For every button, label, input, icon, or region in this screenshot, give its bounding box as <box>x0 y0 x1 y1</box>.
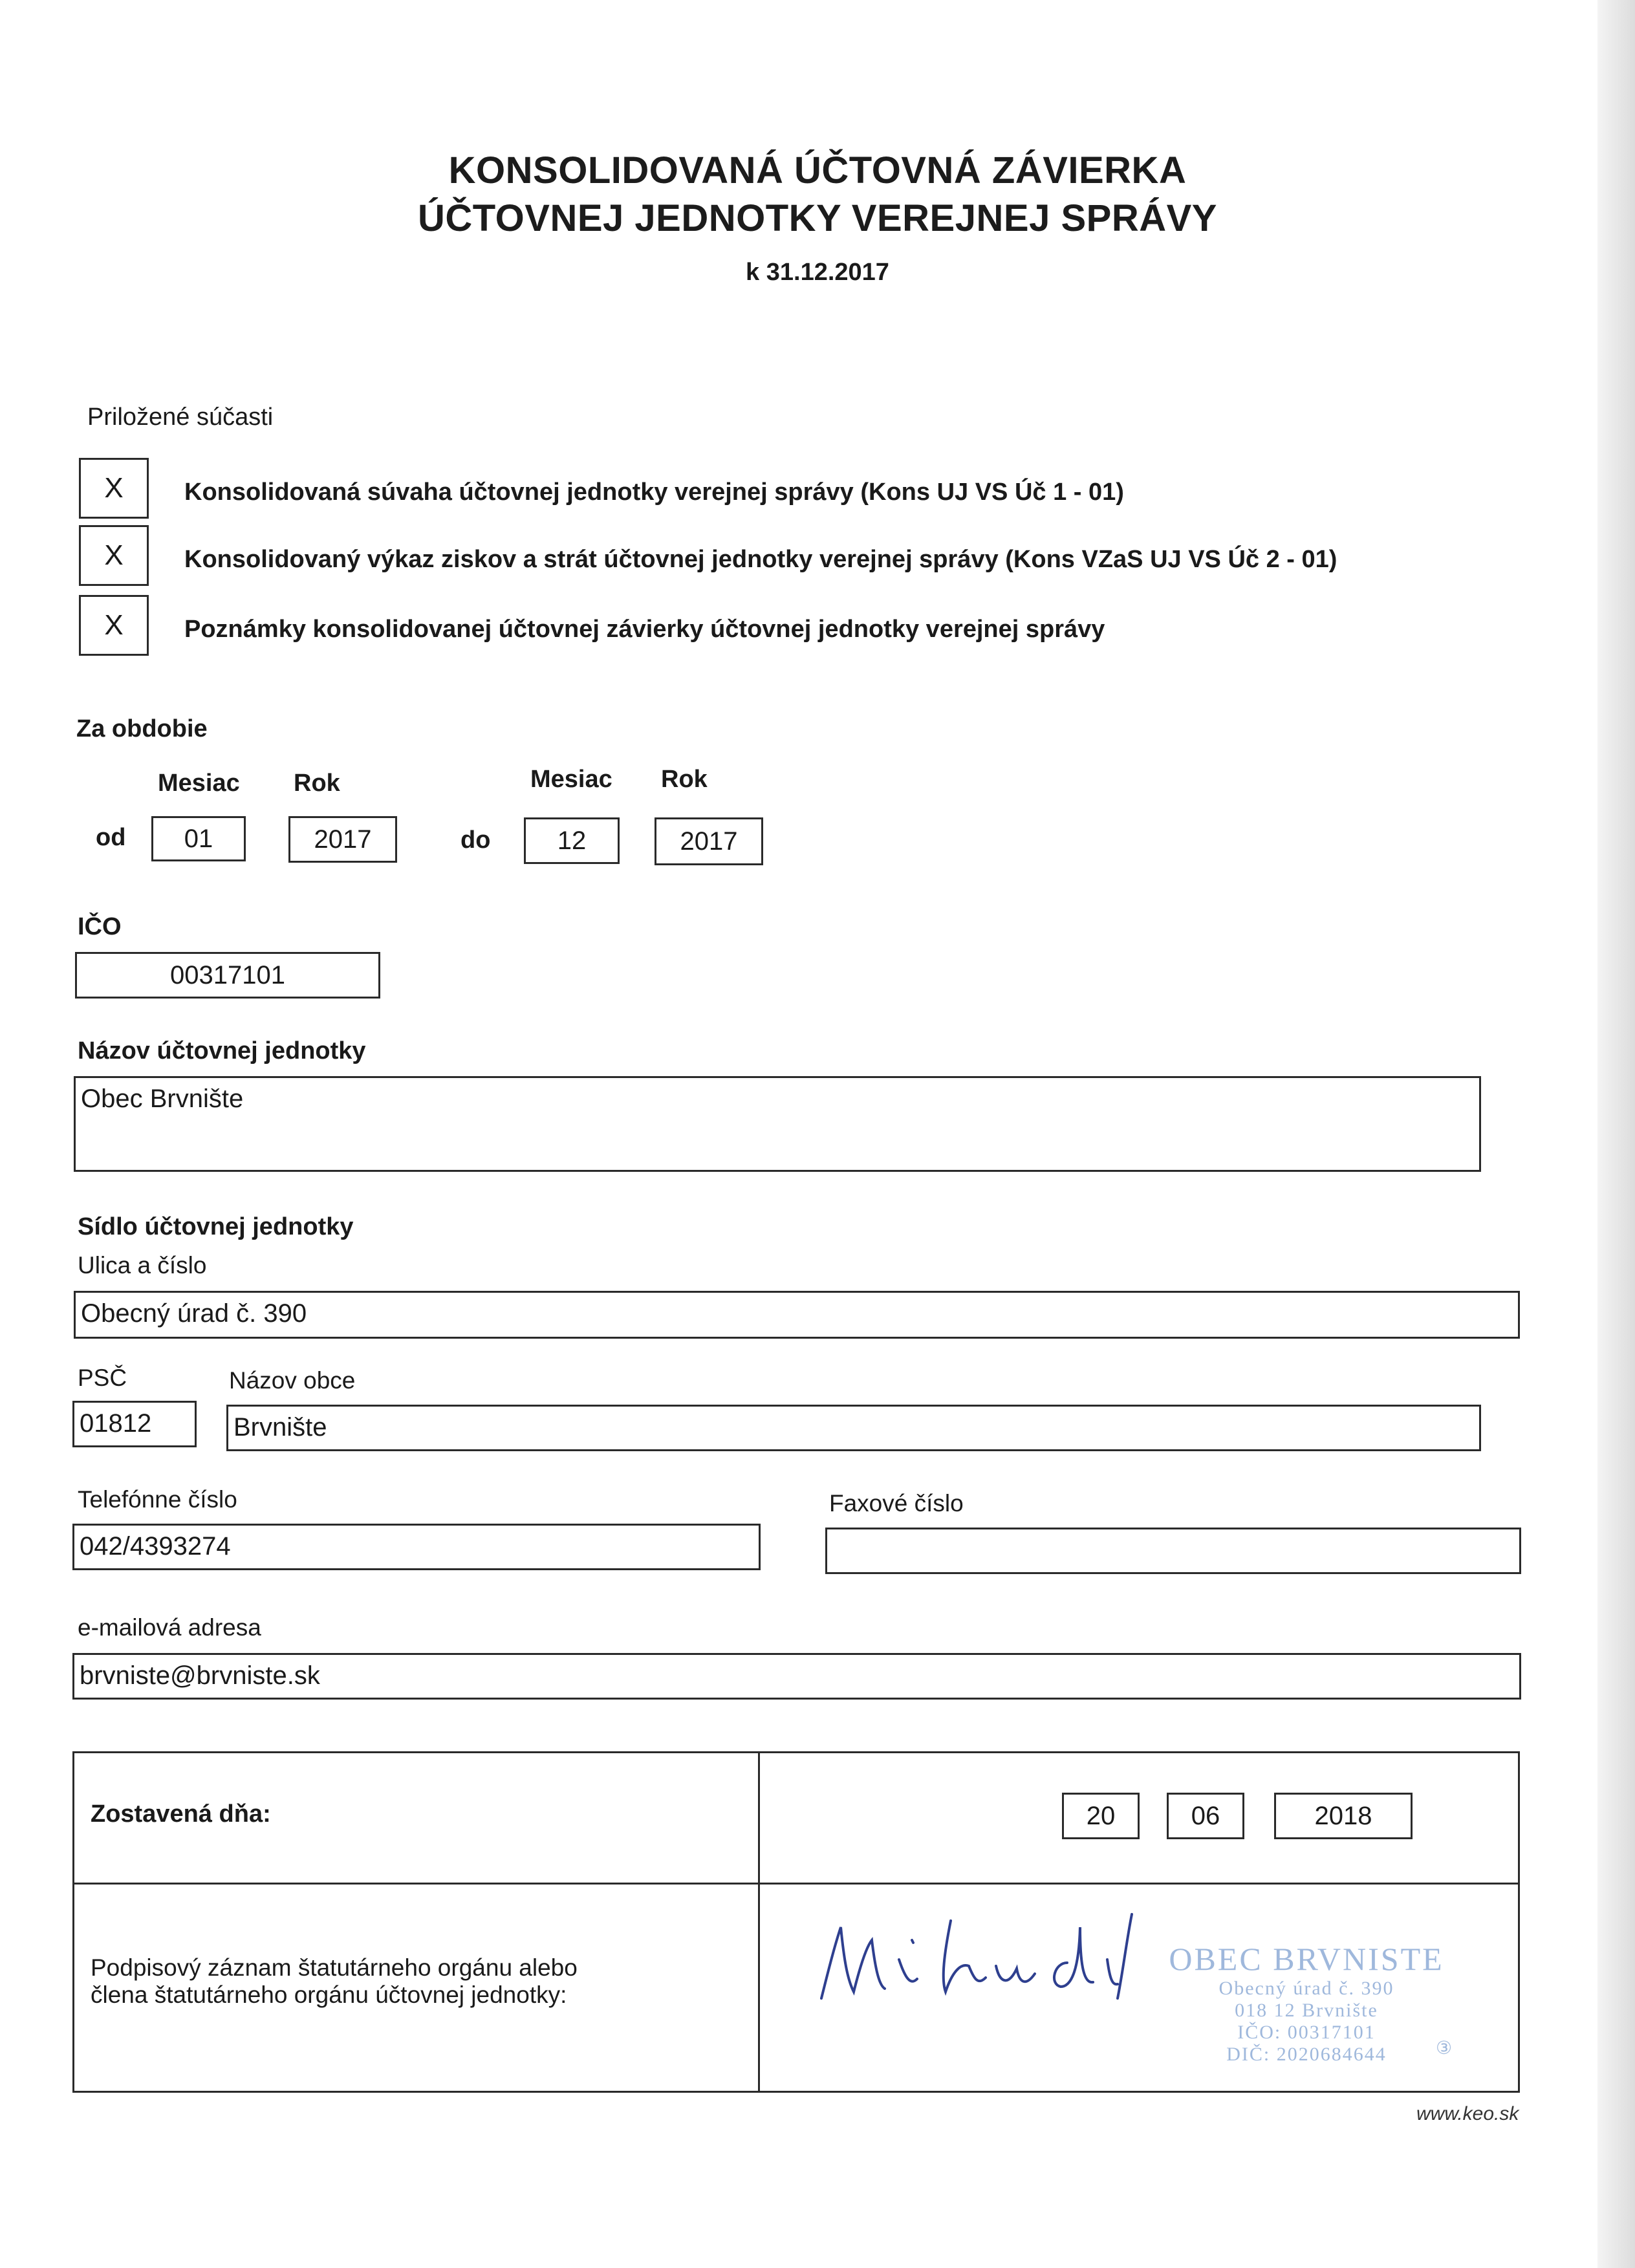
handwritten-signature <box>808 1901 1145 2018</box>
psc-field[interactable]: 01812 <box>72 1401 197 1447</box>
attachment-text-2: Konsolidovaný výkaz ziskov a strát účtovnej jednotky verejnej správy (Kons VZaS UJ VS Úč 2 - 01) <box>184 546 1337 573</box>
phone-label: Telefónne číslo <box>78 1486 237 1513</box>
to-month-field[interactable]: 12 <box>524 817 620 864</box>
phone-field[interactable]: 042/4393274 <box>72 1524 761 1570</box>
period-label: Za obdobie <box>76 715 208 742</box>
stamp-mark: ③ <box>1436 2038 1453 2058</box>
ico-field[interactable]: 00317101 <box>75 952 380 999</box>
from-label: od <box>96 824 126 851</box>
stamp-line-4: IČO: 00317101 <box>1237 2022 1376 2043</box>
from-month-field[interactable]: 01 <box>151 816 246 861</box>
scan-page-edge <box>1597 0 1635 2268</box>
title-line-1: KONSOLIDOVANÁ ÚČTOVNÁ ZÁVIERKA <box>448 149 1187 191</box>
to-label: do <box>460 826 491 854</box>
attachment-checkbox-1[interactable]: X <box>79 458 149 519</box>
fax-field[interactable] <box>825 1528 1521 1574</box>
footer-website: www.keo.sk <box>1416 2103 1519 2124</box>
stamp-line-1: OBEC BRVNISTE <box>1169 1941 1444 1977</box>
to-month-header: Mesiac <box>530 766 612 793</box>
city-label: Názov obce <box>229 1367 356 1394</box>
title-line-2: ÚČTOVNEJ JEDNOTKY VEREJNEJ SPRÁVY <box>418 197 1217 239</box>
table-divider-vertical <box>758 1753 760 2091</box>
compiled-day-field[interactable]: 20 <box>1062 1793 1140 1839</box>
fax-label: Faxové číslo <box>829 1490 964 1517</box>
official-stamp <box>1125 1940 1488 2066</box>
signature-label-line-2: člena štatutárneho orgánu účtovnej jednotky: <box>91 1982 567 2008</box>
street-field[interactable]: Obecný úrad č. 390 <box>74 1291 1520 1339</box>
compiled-label: Zostavená dňa: <box>91 1800 271 1828</box>
table-divider-horizontal <box>74 1883 1518 1885</box>
compiled-month-field[interactable]: 06 <box>1167 1793 1244 1839</box>
email-label: e-mailová adresa <box>78 1614 261 1641</box>
attachments-label: Priložené súčasti <box>87 404 274 431</box>
to-year-header: Rok <box>661 766 708 793</box>
compiled-year-field[interactable]: 2018 <box>1274 1793 1413 1839</box>
city-field[interactable]: Brvnište <box>226 1405 1481 1451</box>
entity-name-label: Názov účtovnej jednotky <box>78 1037 366 1064</box>
attachment-checkbox-3[interactable]: X <box>79 595 149 656</box>
from-month-header: Mesiac <box>158 770 240 797</box>
attachment-text-3: Poznámky konsolidovanej účtovnej závierky účtovnej jednotky verejnej správy <box>184 616 1105 643</box>
street-label: Ulica a číslo <box>78 1252 207 1279</box>
report-date: k 31.12.2017 <box>746 259 889 286</box>
from-year-header: Rok <box>294 770 340 797</box>
stamp-line-3: 018 12 Brvnište <box>1235 2000 1378 2021</box>
address-label: Sídlo účtovnej jednotky <box>78 1213 354 1240</box>
ico-label: IČO <box>78 913 122 940</box>
psc-label: PSČ <box>78 1365 127 1391</box>
attachment-text-1: Konsolidovaná súvaha účtovnej jednotky verejnej správy (Kons UJ VS Úč 1 - 01) <box>184 479 1124 506</box>
signature-label-line-1: Podpisový záznam štatutárneho orgánu alebo <box>91 1954 578 1981</box>
email-field[interactable]: brvniste@brvniste.sk <box>72 1653 1521 1700</box>
stamp-line-5: DIČ: 2020684644 <box>1226 2044 1387 2065</box>
entity-name-field[interactable]: Obec Brvnište <box>74 1076 1481 1172</box>
stamp-line-2: Obecný úrad č. 390 <box>1218 1978 1394 1999</box>
to-year-field[interactable]: 2017 <box>655 817 763 865</box>
attachment-checkbox-2[interactable]: X <box>79 525 149 586</box>
from-year-field[interactable]: 2017 <box>288 816 397 863</box>
